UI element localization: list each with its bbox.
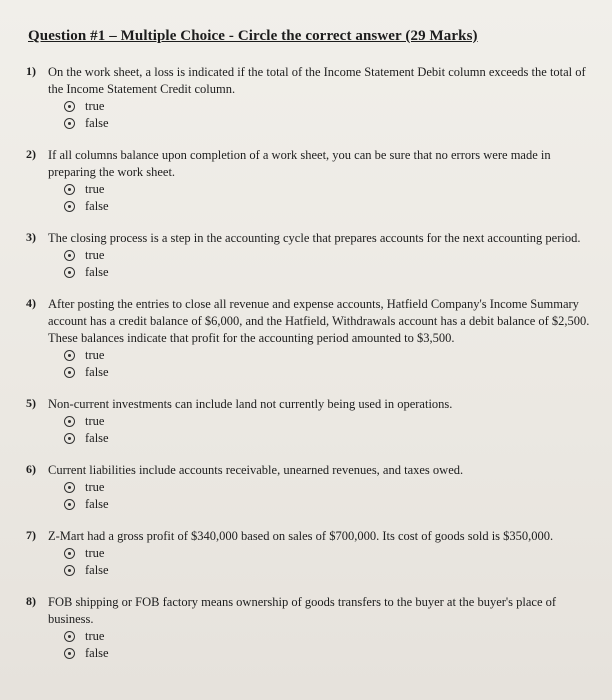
question-text: Z-Mart had a gross profit of $340,000 based on sales of $700,000. Its cost of goods sold is $350,000. [48, 529, 554, 543]
question-number: 7) [26, 528, 36, 542]
option-true[interactable] [64, 181, 594, 198]
option-true[interactable] [64, 628, 594, 645]
radio-icon[interactable] [64, 565, 75, 576]
option-label: false [85, 563, 109, 577]
option-false[interactable] [64, 364, 594, 381]
question-3 [26, 230, 594, 281]
option-label: true [85, 546, 105, 560]
question-4 [26, 296, 594, 381]
option-false[interactable] [64, 645, 594, 662]
option-false[interactable] [64, 496, 594, 513]
question-text: On the work sheet, a loss is indicated if the total of the Income Statement Debit column exceeds the total of the Income Statement Credit column. [48, 65, 586, 96]
option-label: true [85, 182, 105, 196]
option-true[interactable] [64, 545, 594, 562]
option-label: false [85, 497, 109, 511]
option-label: false [85, 431, 109, 445]
radio-icon[interactable] [64, 350, 75, 361]
radio-icon[interactable] [64, 482, 75, 493]
question-8 [26, 594, 594, 662]
radio-icon[interactable] [64, 267, 75, 278]
question-text: FOB shipping or FOB factory means ownership of goods transfers to the buyer at the buyer's place of business. [48, 595, 557, 626]
radio-icon[interactable] [64, 118, 75, 129]
question-number: 5) [26, 396, 36, 410]
radio-icon[interactable] [64, 433, 75, 444]
question-text: The closing process is a step in the accounting cycle that prepares accounts for the next accounting period. [48, 231, 581, 245]
question-number: 4) [26, 296, 36, 310]
radio-icon[interactable] [64, 250, 75, 261]
option-true[interactable] [64, 479, 594, 496]
option-false[interactable] [64, 198, 594, 215]
page-title: Question #1 – Multiple Choice - Circle the correct answer (29 Marks) [28, 28, 478, 44]
question-6 [26, 462, 594, 513]
radio-icon[interactable] [64, 416, 75, 427]
option-false[interactable] [64, 562, 594, 579]
radio-icon[interactable] [64, 201, 75, 212]
option-false[interactable] [64, 115, 594, 132]
option-false[interactable] [64, 264, 594, 281]
radio-icon[interactable] [64, 631, 75, 642]
question-5 [26, 396, 594, 447]
option-label: false [85, 646, 109, 660]
option-label: true [85, 248, 105, 262]
question-number: 1) [26, 64, 36, 78]
question-number: 6) [26, 462, 36, 476]
radio-icon[interactable] [64, 101, 75, 112]
question-7 [26, 528, 594, 579]
radio-icon[interactable] [64, 367, 75, 378]
radio-icon[interactable] [64, 499, 75, 510]
option-label: true [85, 629, 105, 643]
option-label: true [85, 99, 105, 113]
question-1 [26, 64, 594, 132]
question-text: If all columns balance upon completion of a work sheet, you can be sure that no errors were made in preparing the work sheet. [48, 148, 551, 179]
option-label: false [85, 199, 109, 213]
question-number: 2) [26, 147, 36, 161]
option-label: false [85, 365, 109, 379]
radio-icon[interactable] [64, 548, 75, 559]
option-true[interactable] [64, 413, 594, 430]
question-text: Non-current investments can include land not currently being used in operations. [48, 397, 453, 411]
question-list [0, 64, 612, 662]
question-2 [26, 147, 594, 215]
option-label: false [85, 265, 109, 279]
option-true[interactable] [64, 347, 594, 364]
question-text: Current liabilities include accounts receivable, unearned revenues, and taxes owed. [48, 463, 464, 477]
option-false[interactable] [64, 430, 594, 447]
option-label: true [85, 414, 105, 428]
option-label: false [85, 116, 109, 130]
question-number: 8) [26, 594, 36, 608]
option-true[interactable] [64, 98, 594, 115]
option-label: true [85, 348, 105, 362]
radio-icon[interactable] [64, 648, 75, 659]
option-true[interactable] [64, 247, 594, 264]
option-label: true [85, 480, 105, 494]
question-text: After posting the entries to close all revenue and expense accounts, Hatfield Company's Income Summary account has a credit balance of $6,000, and the Hatfield, Withdrawals account has a debit balance of $2,500. These balances indicate that profit for the accounting period amounted to $3,500. [48, 297, 590, 345]
question-number: 3) [26, 230, 36, 244]
radio-icon[interactable] [64, 184, 75, 195]
